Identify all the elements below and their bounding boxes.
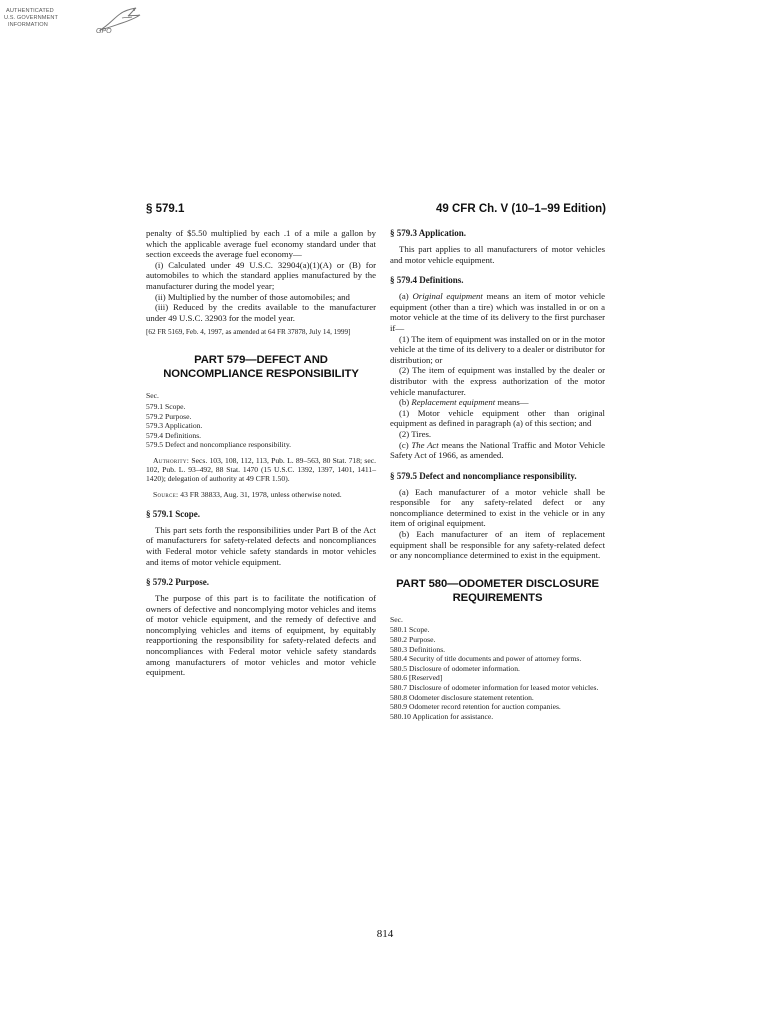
toc-entry: 580.2 Purpose.: [390, 635, 436, 645]
paragraph: (a) Each manufacturer of a motor vehicle shall be responsible for any safety-related defect or any noncompliance determined to exist in the vehicle or in any item of original equipment.: [390, 486, 605, 529]
gpo-authentication-badge: [4, 6, 144, 44]
section-579-3-heading: § 579.3 Application.: [390, 228, 467, 238]
paragraph: This part applies to all manufacturers of motor vehicles and motor vehicle equipment.: [390, 244, 605, 265]
toc-entry: 579.1 Scope.: [146, 401, 186, 411]
paragraph: The purpose of this part is to facilitate the notification of owners of defective and noncomplying motor vehicles and items of motor vehicle equipment, and the remedy of defective and noncomplying vehicles and items of equipment, by equitably reapportioning the responsibility for safety-related defects and noncompliances with Federal motor vehicle safety standards among manufacturers of motor vehicles and motor vehicle equipment.: [146, 593, 376, 678]
part-580-title: PART 580—ODOMETER DISCLOSURE REQUIREMENTS: [396, 577, 599, 604]
toc-entry: 580.10 Application for assistance.: [390, 711, 494, 721]
badge-line-3: INFORMATION: [8, 22, 48, 28]
defined-term: Replacement equipment: [411, 397, 496, 408]
toc-entry: 579.4 Definitions.: [146, 430, 202, 440]
paragraph: (b) Each manufacturer of an item of replacement equipment shall be responsible for any safety-related defect or any noncompliance determined to exist in the equipment.: [390, 529, 605, 561]
part-579-title: PART 579—DEFECT AND NONCOMPLIANCE RESPONSIBILITY: [163, 354, 359, 381]
definition-text: means an item of motor vehicle equipment (other than a tire) which was installed in or on a motor vehicle at the time of its delivery to the first purchaser if—: [390, 291, 606, 333]
eagle-logo-icon: [98, 6, 142, 32]
authority-label: Authority:: [153, 455, 190, 465]
authority-note: [146, 456, 376, 484]
section-579-5-heading: § 579.5 Defect and noncompliance responsibility.: [390, 470, 577, 481]
defined-term: The Act: [411, 439, 439, 450]
source-label: Source:: [153, 489, 179, 499]
toc-entry: 580.6 [Reserved]: [390, 673, 443, 683]
paragraph: (i) Calculated under 49 U.S.C. 32904(a)(1)(A) or (B) for automobiles to which the standard applies manufactured by the manufacturer during the model year;: [146, 259, 376, 291]
definition-text: means—: [497, 397, 529, 408]
defined-term: Original equipment: [412, 291, 483, 302]
toc-entry: 579.2 Purpose.: [146, 411, 192, 421]
right-column: [390, 228, 605, 721]
left-column: [146, 228, 376, 678]
running-header-section: § 579.1: [146, 203, 185, 215]
toc-entry: 579.5 Defect and noncompliance responsibility.: [146, 440, 292, 450]
paragraph-marker: (b): [399, 397, 410, 408]
badge-line-1: AUTHENTICATED: [6, 8, 54, 14]
toc-label: Sec.: [390, 614, 403, 624]
paragraph: This part sets forth the responsibilities under Part B of the Act of manufacturers for safety-related defects and noncompliances with Federal motor vehicle safety standards in motor vehicles and items of motor vehicle equipment.: [146, 524, 376, 567]
part-579-table-of-contents: [146, 391, 376, 450]
definition-a: [390, 291, 605, 333]
source-text: 43 FR 38833, Aug. 31, 1978, unless otherwise noted.: [180, 489, 342, 499]
paragraph: penalty of $5.50 multiplied by each .1 of a mile a gallon by which the applicable average fuel economy standard under that section exceeds the average fuel economy—: [146, 228, 376, 260]
section-579-1-heading: § 579.1 Scope.: [146, 508, 200, 519]
toc-entry: 580.3 Definitions.: [390, 644, 446, 654]
paragraph: (ii) Multiplied by the number of those automobiles; and: [155, 291, 350, 302]
amendment-citation: [62 FR 5169, Feb. 4, 1997, as amended at 64 FR 37878, July 14, 1999]: [146, 328, 351, 337]
toc-entry: 580.5 Disclosure of odometer information.: [390, 663, 520, 673]
toc-entry: 580.4 Security of title documents and power of attorney forms.: [390, 654, 582, 664]
toc-entry: 579.3 Application.: [146, 421, 203, 431]
definition-c: [390, 440, 605, 461]
part-580-table-of-contents: [390, 615, 605, 722]
authority-text: Secs. 103, 108, 112, 113, Pub. L. 89–563, 80 Stat. 718; sec. 102, Pub. L. 93–492, 88 Stat. 1470 (15 U.S.C. 1392, 1397, 1401, 1411–1420); delegation of authority at 49 CFR 1.50).: [146, 455, 376, 484]
paragraph-marker: (c): [399, 439, 409, 450]
paragraph: (1) Motor vehicle equipment other than original equipment as defined in paragraph (a) of this section; and: [390, 407, 605, 429]
running-header-title: 49 CFR Ch. V (10–1–99 Edition): [436, 203, 606, 215]
paragraph: (2) The item of equipment was installed by the dealer or distributor with the express authorization of the motor vehicle manufacturer.: [390, 365, 605, 397]
paragraph-marker: (a): [399, 291, 409, 302]
paragraph: (iii) Reduced by the credits available to the manufacturer under 49 U.S.C. 32903 for the model year.: [146, 302, 376, 323]
paragraph: (1) The item of equipment was installed on or in the motor vehicle at the time of its delivery to a dealer or distributor for distribution; or: [390, 333, 605, 365]
toc-entry: 580.9 Odometer record retention for auction companies.: [390, 702, 561, 712]
toc-entry: 580.8 Odometer disclosure statement retention.: [390, 692, 534, 702]
paragraph: (2) Tires.: [399, 428, 432, 439]
toc-entry: 580.7 Disclosure of odometer information for leased motor vehicles.: [390, 683, 599, 692]
definition-b: [390, 397, 605, 408]
section-579-2-heading: § 579.2 Purpose.: [146, 577, 209, 588]
source-note: [146, 490, 376, 499]
definition-text: means the National Traffic and Motor Vehicle Safety Act of 1966, as amended.: [390, 439, 606, 461]
section-579-4-heading: § 579.4 Definitions.: [390, 275, 464, 286]
page-number: 814: [376, 928, 394, 940]
toc-label: Sec.: [146, 391, 159, 401]
badge-org: GPO: [96, 28, 112, 35]
badge-line-2: U.S. GOVERNMENT: [4, 15, 59, 21]
toc-entry: 580.1 Scope.: [390, 625, 430, 635]
